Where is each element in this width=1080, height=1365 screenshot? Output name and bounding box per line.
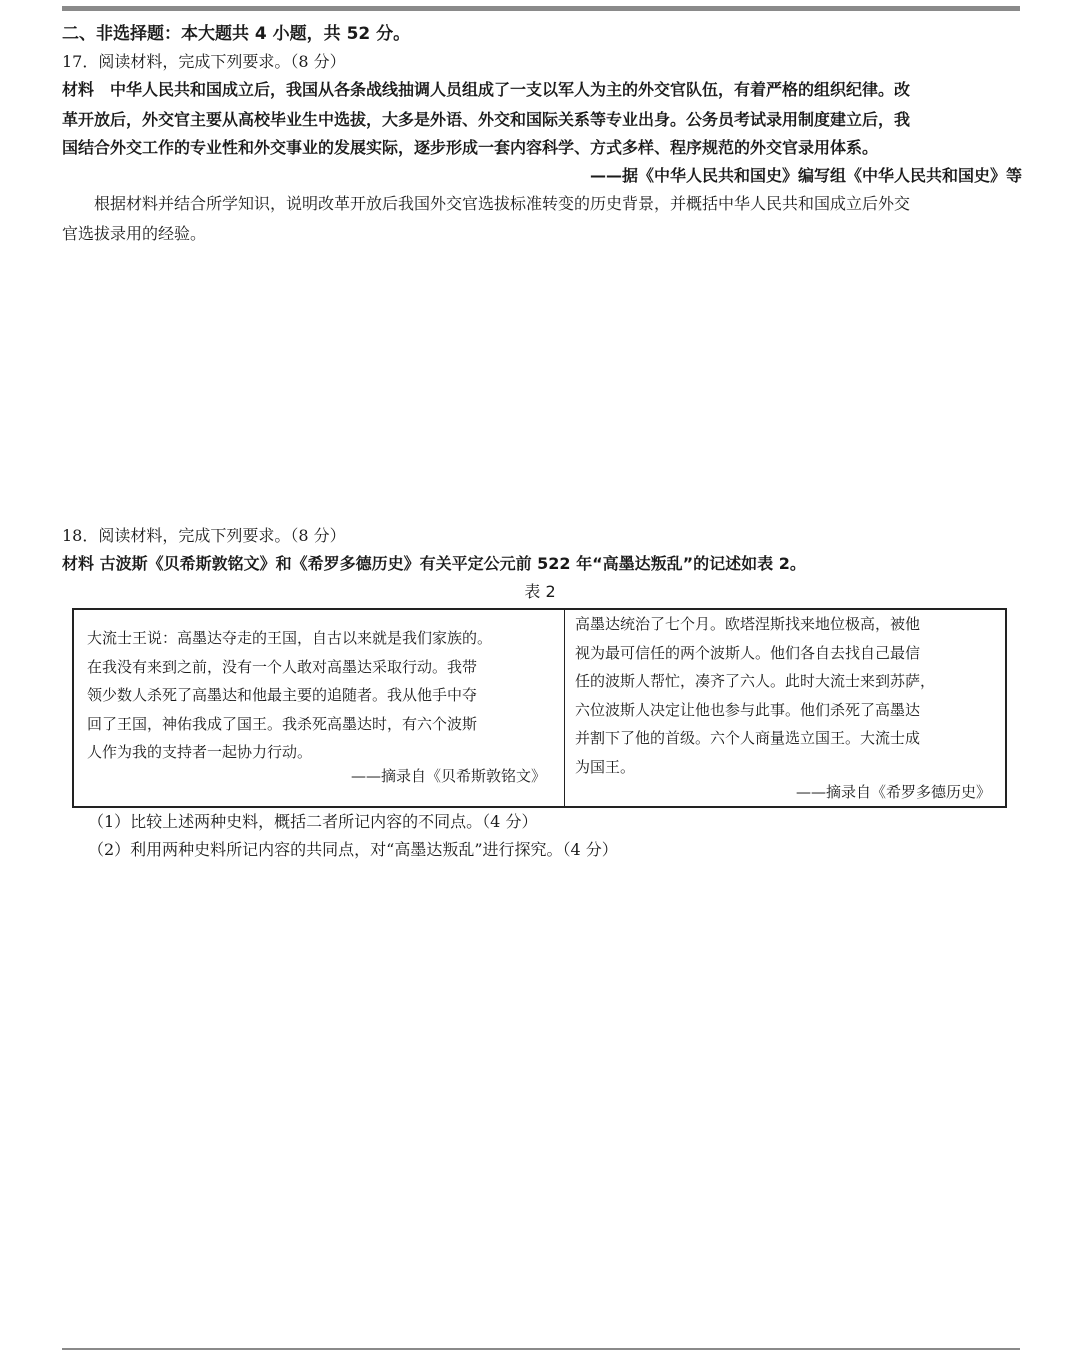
- section-heading: 二、非选择题：本大题共 4 小题，共 52 分。: [62, 24, 411, 44]
- table-cell-herodotus: [565, 610, 1005, 806]
- top-rule: [62, 6, 1020, 11]
- herodotus-line: 任的波斯人帮忙，凑齐了六人。此时大流士来到苏萨，: [575, 672, 936, 690]
- table-cell-behistun: [74, 610, 565, 806]
- behistun-line: 人作为我的支持者一起协力行动。: [87, 743, 313, 761]
- q17-prompt: 17．阅读材料，完成下列要求。（8 分）: [62, 52, 346, 71]
- q17-material-line: 国结合外交工作的专业性和外交事业的发展实际，逐步形成一套内容科学、方式多样、程序规范的外交官录用体系。: [62, 138, 879, 157]
- behistun-line: 领少数人杀死了高墨达和他最主要的追随者。我从他手中夺: [87, 686, 478, 704]
- herodotus-source: ——摘录自《希罗多德历史》: [795, 783, 991, 801]
- q17-material-line: 材料 中华人民共和国成立后，我国从各条战线抽调人员组成了一支以军人为主的外交官队伍，有着严格的组织纪律。改: [62, 80, 911, 99]
- q18-prompt: 18．阅读材料，完成下列要求。（8 分）: [62, 526, 346, 545]
- q18-sub-question-2: （2）利用两种史料所记内容的共同点，对“高墨达叛乱”进行探究。（4 分）: [88, 840, 618, 859]
- behistun-line: 回了王国，神佑我成了国王。我杀死高墨达时，有六个波斯: [87, 714, 478, 733]
- q18-sub-question-1: （1）比较上述两种史料，概括二者所记内容的不同点。（4 分）: [88, 812, 538, 831]
- herodotus-line: 视为最可信任的两个波斯人。他们各自去找自己最信: [575, 643, 921, 662]
- source-table: [72, 608, 1007, 808]
- q17-task-line: 官选拔录用的经验。: [62, 224, 207, 243]
- herodotus-line: 为国王。: [575, 757, 636, 776]
- q17-source: ——据《中华人民共和国史》编写组《中华人民共和国史》等: [589, 166, 1022, 185]
- table-caption: 表 2: [524, 582, 556, 601]
- herodotus-line: 六位波斯人决定让他也参与此事。他们杀死了高墨达: [575, 700, 921, 719]
- herodotus-line: 并割下了他的首级。六个人商量选立国王。大流士成: [575, 729, 921, 747]
- herodotus-line: 高墨达统治了七个月。欧塔涅斯找来地位极高，被他: [575, 615, 921, 633]
- behistun-line: 在我没有来到之前，没有一个人敢对高墨达采取行动。我带: [87, 657, 478, 676]
- q17-task-line: 根据材料并结合所学知识，说明改革开放后我国外交官选拔标准转变的历史背景，并概括中华人民共和国成立后外交: [62, 194, 911, 213]
- behistun-source: ——摘录自《贝希斯敦铭文》: [350, 767, 546, 785]
- behistun-line: 大流士王说：高墨达夺走的王国，自古以来就是我们家族的。: [87, 629, 493, 647]
- q17-material-line: 革开放后，外交官主要从高校毕业生中选拔，大多是外语、外交和国际关系等专业出身。公务员考试录用制度建立后，我: [62, 110, 911, 129]
- bottom-rule: [62, 1348, 1020, 1350]
- q18-intro: 材料 古波斯《贝希斯敦铭文》和《希罗多德历史》有关平定公元前 522 年“高墨达叛乱”的记述如表 2。: [62, 554, 806, 573]
